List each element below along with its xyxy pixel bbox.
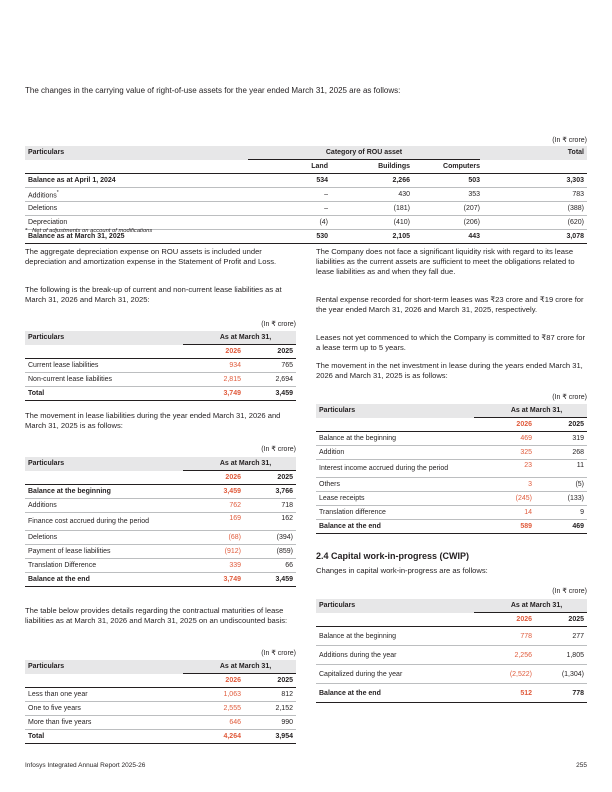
netinv-table: Particulars As at March 31, 2026 2025 Balance at the beginning 469 319 Addition 325 268 Interest income accrued during the period 23 11 Others 3 (5) Lease receipts (245) (133) Translation difference 14 9 Balance at the end 589 469 bbox=[316, 404, 587, 534]
rou-h-computers: Computers bbox=[410, 160, 480, 174]
para-committed: Leases not yet commenced to which the Company is committed to ₹87 crore for a lease term up to 5 years. bbox=[316, 333, 586, 352]
table-row: Lease receipts (245) (133) bbox=[316, 492, 587, 506]
rou-footnote: * Net of adjustments on account of modifications bbox=[25, 228, 153, 234]
table-row: Deletions (68) (394) bbox=[25, 531, 296, 545]
rou-h-total: Total bbox=[567, 149, 584, 157]
cwip-table: Particulars As at March 31, 2026 2025 Balance at the beginning 778 277 Additions during the year 2,256 1,805 Capitalized during the year (2,522) (1,304) Balance at the end 512 778 bbox=[316, 599, 587, 703]
table-row: Additions during the year 2,256 1,805 bbox=[316, 646, 587, 665]
table-row: More than five years 646 990 bbox=[25, 716, 296, 730]
table-row: Less than one year 1,063 812 bbox=[25, 688, 296, 702]
table-row: Balance at the end 512 778 bbox=[316, 684, 587, 703]
table-row: Translation Difference 339 66 bbox=[25, 559, 296, 573]
table-row: Balance at the beginning 778 277 bbox=[316, 627, 587, 646]
rou-header-row bbox=[25, 146, 587, 160]
rou-h-particulars: Particulars bbox=[28, 149, 65, 157]
cwip-title: 2.4 Capital work-in-progress (CWIP) bbox=[316, 551, 470, 561]
table-row: Translation difference 14 9 bbox=[316, 506, 587, 520]
table-row: Total 4,264 3,954 bbox=[25, 730, 296, 744]
para-depreciation: The aggregate depreciation expense on ROU assets is included under depreciation and amortization expense in the Statement of Profit and Loss. bbox=[25, 247, 277, 266]
table-row: Others 3 (5) bbox=[316, 478, 587, 492]
maturity-unit: (In ₹ crore) bbox=[261, 650, 296, 657]
movement-table: Particulars As at March 31, 2026 2025 Balance at the beginning 3,459 3,766 Additions 762 718 Finance cost accrued during the period 169 162 Deletions (68) (394) Payment of lease liabilities (912) (859) Translation Difference 339 66 Balance at the end 3,749 3,459 bbox=[25, 457, 296, 587]
table-row: Balance at the beginning 469 319 bbox=[316, 432, 587, 446]
cwip-unit: (In ₹ crore) bbox=[552, 588, 587, 595]
para-maturity: The table below provides details regarding the contractual maturities of lease liabilities as at March 31, 2026 and March 31, 2025 on an undiscounted basis: bbox=[25, 606, 288, 625]
table-row: Addition 325 268 bbox=[316, 446, 587, 460]
page-number: 255 bbox=[576, 762, 587, 769]
rou-h-category: Category of ROU asset bbox=[325, 149, 403, 156]
movement-unit: (In ₹ crore) bbox=[261, 446, 296, 453]
footer-title: Infosys Integrated Annual Report 2025-26 bbox=[25, 762, 146, 769]
rou-h-land: Land bbox=[248, 160, 328, 174]
maturity-table: Particulars As at March 31, 2026 2025 Less than one year 1,063 812 One to five years 2,555 2,152 More than five years 646 990 Total 4,264 3,954 bbox=[25, 660, 296, 744]
breakup-table: Particulars As at March 31, 2026 2025 Current lease liabilities 934 765 Non-current lease liabilities 2,815 2,694 Total 3,749 3,459 bbox=[25, 331, 296, 401]
table-row: Interest income accrued during the period 23 11 bbox=[316, 460, 587, 478]
para-breakup: The following is the break-up of current and non-current lease liabilities as at March 31, 2026 and March 31, 2025: bbox=[25, 285, 282, 304]
para-netinv: The movement in the net investment in lease during the years ended March 31, 2026 and March 31, 2025 is as follows: bbox=[316, 361, 583, 380]
para-cwip: Changes in capital work-in-progress are as follows: bbox=[316, 566, 488, 575]
table-row: Balance at the beginning 3,459 3,766 bbox=[25, 485, 296, 499]
table-row: Depreciation (4) (410) (206) (620) bbox=[25, 216, 587, 230]
table-row: Capitalized during the year (2,522) (1,304) bbox=[316, 665, 587, 684]
para-movement: The movement in lease liabilities during the year ended March 31, 2026 and March 31, 2025 is as follows: bbox=[25, 411, 281, 430]
table-row: Current lease liabilities 934 765 bbox=[25, 359, 296, 373]
table-row: Finance cost accrued during the period 169 162 bbox=[25, 513, 296, 531]
rou-h-buildings: Buildings bbox=[328, 160, 410, 174]
netinv-unit: (In ₹ crore) bbox=[552, 394, 587, 401]
table-row: Balance at the end 3,749 3,459 bbox=[25, 573, 296, 587]
table-row: Additions 762 718 bbox=[25, 499, 296, 513]
table-row: Balance as at April 1, 2024 534 2,266 503 3,303 bbox=[25, 174, 587, 188]
table-row: One to five years 2,555 2,152 bbox=[25, 702, 296, 716]
table-row: Deletions – (181) (207) (388) bbox=[25, 202, 587, 216]
rou-intro: The changes in the carrying value of right-of-use assets for the year ended March 31, 2025 are as follows: bbox=[25, 86, 401, 95]
table-row: Total 3,749 3,459 bbox=[25, 387, 296, 401]
table-row: Non-current lease liabilities 2,815 2,694 bbox=[25, 373, 296, 387]
footnote-mark: * bbox=[56, 189, 59, 196]
para-rental: Rental expense recorded for short-term leases was ₹23 crore and ₹19 crore for the year ended March 31, 2026 and March 31, 2025, respectively. bbox=[316, 295, 584, 314]
breakup-unit: (In ₹ crore) bbox=[261, 321, 296, 328]
rou-subheader-row bbox=[25, 160, 587, 174]
breakup-header-row: Particulars As at March 31, bbox=[25, 331, 296, 345]
rou-unit: (In ₹ crore) bbox=[552, 137, 587, 144]
table-row: Additions* – 430 353 783 bbox=[25, 188, 587, 202]
table-row: Payment of lease liabilities (912) (859) bbox=[25, 545, 296, 559]
table-row: Balance at the end 589 469 bbox=[316, 520, 587, 534]
para-liquidity: The Company does not face a significant liquidity risk with regard to its lease liabilities as the current assets are sufficient to meet the obligations related to lease liabilities as and when they fall due. bbox=[316, 247, 575, 276]
table-row: Balance as at March 31, 2025 530 2,105 443 3,078 bbox=[25, 230, 587, 244]
